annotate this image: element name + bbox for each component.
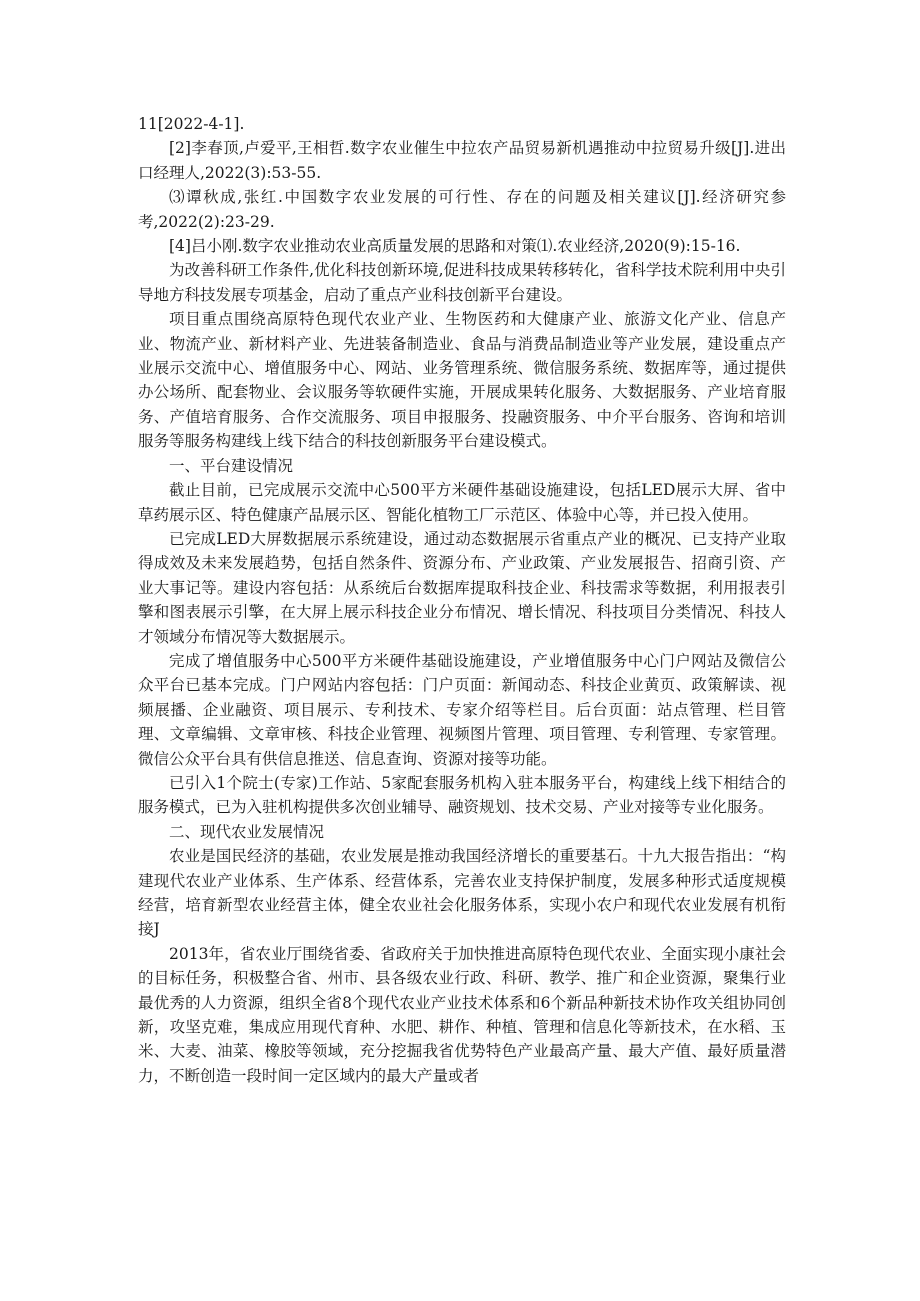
body-paragraph: 完成了增值服务中心500平方米硬件基础设施建设，产业增值服务中心门户网站及微信公众平台已基本完成。门户网站内容包括：门户页面：新闻动态、科技企业黄页、政策解读、视频展播、企业融资、项目展示、专利技术、专家介绍等栏目。后台页面：站点管理、栏目管理、文章编辑、文章审核、科技企业管理、视频图片管理、项目管理、专利管理、专家管理。微信公众平台具有供信息推送、信息查询、资源对接等功能。 — [138, 651, 786, 768]
body-paragraph: 农业是国民经济的基础，农业发展是推动我国经济增长的重要基石。十九大报告指出：“构建现代农业产业体系、生产体系、经营体系，完善农业支持保护制度，发展多种形式适度规模经营，培育新型农业经营主体，健全农业社会化服务体系，实现小农户和现代农业发展有机衔接J — [138, 847, 786, 939]
intro-paragraph: 项目重点围绕高原特色现代农业产业、生物医药和大健康产业、旅游文化产业、信息产业、物流产业、新材料产业、先进装备制造业、食品与消费品制造业等产业发展，建设重点产业展示交流中心、增值服务中心、网站、业务管理系统、微信服务系统、数据库等，通过提供办公场所、配套物业、会议服务等软硬件实施，开展成果转化服务、大数据服务、产业培育服务、产值培育服务、合作交流服务、项目申报服务、投融资服务、中介平台服务、咨询和培训服务等服务构建线上线下结合的科技创新服务平台建设模式。 — [138, 310, 786, 451]
section-heading: 一、平台建设情况 — [169, 456, 294, 475]
reference-item: ⑶谭秋成,张红.中国数字农业发展的可行性、存在的问题及相关建议[J].经济研究参考,2022(2):23-29. — [138, 188, 786, 231]
section-heading: 二、现代农业发展情况 — [169, 822, 325, 841]
document-body — [138, 112, 786, 1088]
body-paragraph: 截止目前，已完成展示交流中心500平方米硬件基础设施建设，包括LED展示大屏、省中草药展示区、特色健康产品展示区、智能化植物工厂示范区、体验中心等，并已投入使用。 — [138, 481, 786, 524]
body-paragraph: 已引入1个院士(专家)工作站、5家配套服务机构入驻本服务平台，构建线上线下相结合的服务模式，已为入驻机构提供多次创业辅导、融资规划、技术交易、产业对接等专业化服务。 — [138, 773, 786, 817]
reference-item: [4]吕小刚.数字农业推动农业高质量发展的思路和对策⑴.农业经济,2020(9):15-16. — [169, 237, 741, 256]
body-paragraph: 已完成LED大屏数据展示系统建设，通过动态数据展示省重点产业的概况、已支持产业取得成效及未来发展趋势，包括自然条件、资源分布、产业政策、产业发展报告、招商引资、产业大事记等。建设内容包括：从系统后台数据库提取科技企业、科技需求等数据，利用报表引擎和图表展示引擎，在大屏上展示科技企业分布情况、增长情况、科技项目分类情况、科技人才领域分布情况等大数据展示。 — [138, 529, 786, 646]
intro-paragraph: 为改善科研工作条件,优化科技创新环境,促进科技成果转移转化，省科学技术院利用中央引导地方科技发展专项基金，启动了重点产业科技创新平台建设。 — [138, 261, 786, 304]
body-paragraph: 2013年，省农业厅围绕省委、省政府关于加快推进高原特色现代农业、全面实现小康社会的目标任务，积极整合省、州市、县各级农业行政、科研、教学、推广和企业资源，聚集行业最优秀的人力资源，组织全省8个现代农业产业技术体系和6个新品种新技术协作攻关组协同创新，攻坚克难，集成应用现代育种、水肥、耕作、种植、管理和信息化等新技术，在水稻、玉米、大麦、油菜、橡胶等领域，充分挖掘我省优势特色产业最高产量、最大产值、最好质量潜力，不断创造一段时间一定区域内的最大产量或者 — [138, 944, 786, 1085]
reference-item: [2]李春顶,卢爱平,王相哲.数字农业催生中拉农产品贸易新机遇推动中拉贸易升级[J].进出口经理人,2022(3):53-55. — [138, 139, 786, 182]
reference-item: 11[2022-4-1]. — [138, 115, 245, 133]
